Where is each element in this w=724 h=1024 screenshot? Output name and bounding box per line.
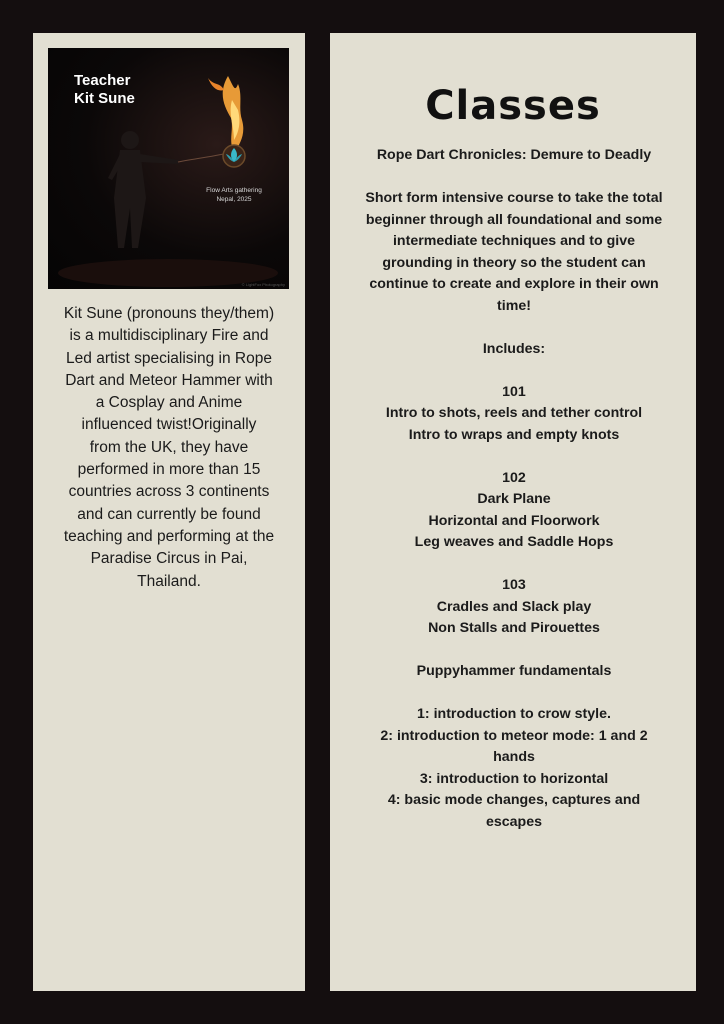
classes-line: Intro to wraps and empty knots — [408, 426, 620, 443]
photo-title-line2: Kit Sune — [74, 90, 135, 107]
classes-line: Short form intensive course to take the total — [365, 190, 663, 206]
teacher-photo — [48, 48, 289, 289]
classes-title: Classes — [425, 83, 601, 129]
classes-line — [344, 640, 684, 662]
classes-line: Dark Plane — [477, 491, 551, 507]
classes-body — [344, 145, 684, 833]
photo-caption-line2: Nepal, 2025 — [216, 196, 252, 203]
classes-line: 102 — [502, 469, 526, 486]
classes-line: hands — [493, 749, 535, 765]
classes-line — [344, 446, 684, 468]
classes-line — [344, 360, 684, 382]
photo-title-line1: Teacher — [74, 72, 131, 89]
teacher-panel — [33, 33, 305, 991]
classes-line: time! — [497, 297, 531, 314]
photo-credit: © LightFox Photography — [241, 282, 285, 287]
classes-line: Non Stalls and Pirouettes — [428, 620, 600, 636]
photo-title — [74, 72, 135, 108]
classes-line: intermediate techniques and to give — [392, 233, 636, 249]
classes-line: Leg weaves and Saddle Hops — [414, 534, 614, 550]
classes-line: Rope Dart Chronicles: Demure to Deadly — [376, 147, 652, 163]
classes-line: grounding in theory so the student can — [382, 254, 646, 271]
photo-caption — [198, 186, 270, 204]
classes-line: beginner through all foundational and some — [365, 211, 663, 228]
classes-line — [344, 554, 684, 576]
classes-line: 2: introduction to meteor mode: 1 and 2 — [380, 727, 648, 744]
classes-line: 3: introduction to horizontal — [419, 770, 609, 787]
classes-line: 101 — [502, 383, 526, 400]
performer-silhouette — [108, 131, 178, 248]
classes-line — [344, 167, 684, 189]
classes-line: Cradles and Slack play — [436, 598, 592, 615]
fire-icon — [208, 76, 243, 153]
classes-line: Horizontal and Floorwork — [428, 512, 600, 529]
classes-panel — [330, 33, 696, 991]
classes-line — [344, 317, 684, 339]
lotus-logo-icon — [223, 145, 245, 167]
classes-line: Includes: — [482, 340, 546, 357]
classes-line: escapes — [485, 813, 542, 830]
classes-line: continue to create and explore in their own — [369, 276, 659, 292]
classes-line: 1: introduction to crow style. — [417, 706, 611, 722]
classes-line: Intro to shots, reels and tether control — [385, 405, 643, 421]
teacher-bio: Kit Sune (pronouns they/them) is a multidisciplinary Fire and Led artist specialising in Rope Dart and Meteor Hammer with a Cosplay and Anime influenced twist!Originally from the UK, they have performed in more than 15 countries across 3 continents and can currently be found teaching and performing at the Paradise Circus in Pai, Thailand. — [63, 305, 275, 590]
classes-line: 103 — [502, 577, 526, 593]
classes-line: 4: basic mode changes, captures and — [387, 792, 641, 808]
classes-line — [344, 683, 684, 705]
photo-caption-line1: Flow Arts gathering — [206, 187, 262, 194]
classes-line: Puppyhammer fundamentals — [416, 663, 612, 679]
